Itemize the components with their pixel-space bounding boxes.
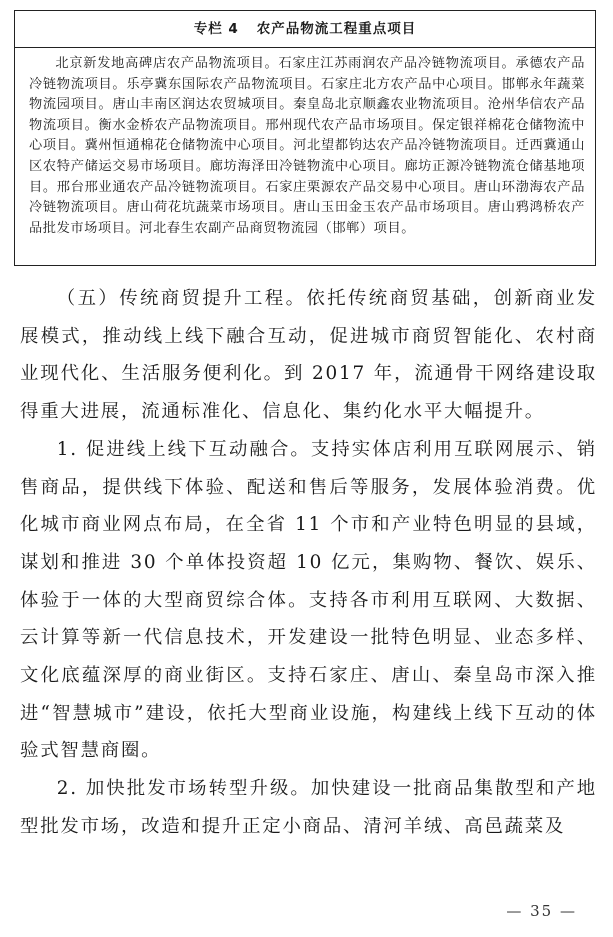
paragraph-wholesale-market: 2. 加快批发市场转型升级。加快建设一批商品集散型和产地型批发市场，改造和提升正定小商品、清河羊绒、高邑蔬菜及: [20, 778, 597, 837]
feature-box-title: 农产品物流工程重点项目: [256, 21, 417, 37]
feature-box-header: [15, 11, 595, 48]
main-text: [20, 280, 597, 846]
feature-box: [14, 10, 596, 266]
paragraph-online-offline: 1. 促进线上线下互动融合。支持实体店利用互联网展示、销售商品，提供线下体验、配送和售后等服务，发展体验消费。优化城市商业网点布局，在全省 11 个市和产业特色明显的县域，谋划和推进 30 个单体投资超 10 亿元，集购物、餐饮、娱乐、体验于一体的大型商贸综合体。支持各市利用互联网、大数据、云计算等新一代信息技术，开发建设一批特色明显、业态多样、文化底蕴深厚的商业街区。支持石家庄、唐山、秦皇岛市深入推进“智慧城市”建设，依托大型商业设施，构建线上线下互动的体验式智慧商圈。: [20, 438, 597, 762]
feature-box-body: 北京新发地高碑店农产品物流项目。石家庄江苏雨润农产品冷链物流项目。承德农产品冷链物流项目。乐亭冀东国际农产品物流项目。石家庄北方农产品中心项目。邯郸永年蔬菜物流园项目。唐山丰南区润达农贸城项目。秦皇岛北京顺鑫农业物流项目。沧州华信农产品物流项目。衡水金桥农产品物流项目。邢州现代农产品市场项目。保定银祥棉花仓储物流中心项目。冀州恒通棉花仓储物流中心项目。河北望都钧达农产品冷链物流项目。迁西冀通山区农特产储运交易市场项目。廊坊海泽田冷链物流中心项目。廊坊正源冷链物流仓储基地项目。邢台邢业通农产品冷链物流项目。石家庄栗源农产品交易中心项目。唐山环渤海农产品冷链物流项目。唐山荷花坑蔬菜市场项目。唐山玉田金玉农产品市场项目。唐山鸦鸿桥农产品批发市场项目。河北春生农副产品商贸物流园（邯郸）项目。: [29, 56, 585, 236]
paragraph-traditional-commerce: （五）传统商贸提升工程。依托传统商贸基础，创新商业发展模式，推动线上线下融合互动，促进城市商贸智能化、农村商业现代化、生活服务便利化。到 2017 年，流通骨干网络建设取得重大进展，流通标准化、信息化、集约化水平大幅提升。: [20, 288, 597, 423]
feature-box-label: 专栏 4: [193, 21, 239, 37]
page-number: — 35 —: [506, 902, 577, 920]
